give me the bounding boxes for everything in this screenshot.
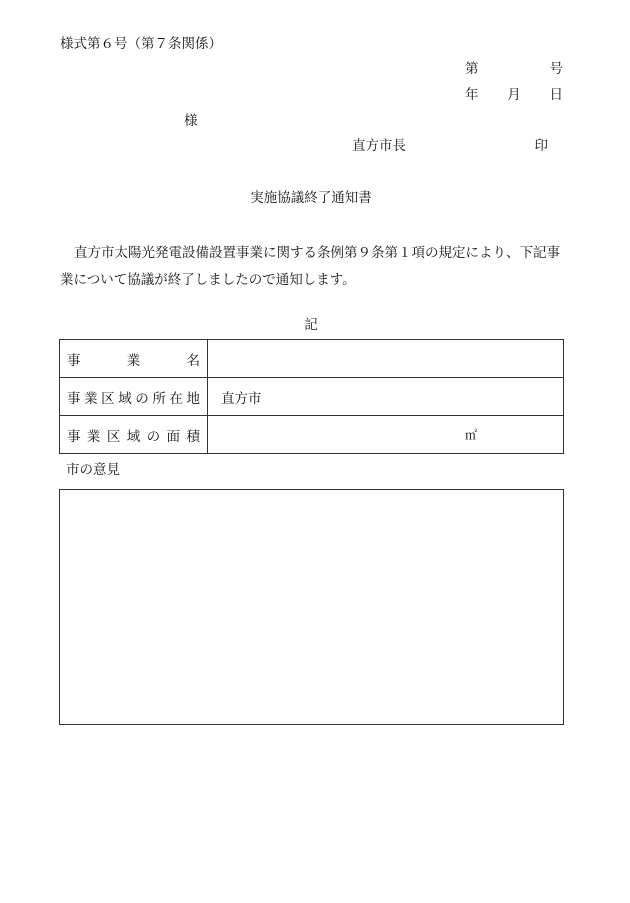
issuer-name: 直方市長 xyxy=(352,138,406,154)
area-label xyxy=(60,416,208,454)
issuer-seal: 印 xyxy=(534,138,548,154)
document-number-suffix: 号 xyxy=(549,61,563,77)
label-char: 区 xyxy=(106,428,121,445)
label-char: 域 xyxy=(118,390,132,407)
label-char: 所 xyxy=(152,390,166,407)
label-char: の xyxy=(146,428,161,445)
label-char: 地 xyxy=(186,390,200,407)
form-number: 様式第６号（第７条関係） xyxy=(60,36,222,52)
opinion-box[interactable] xyxy=(59,489,564,725)
table-row-project-name xyxy=(60,340,564,378)
details-table xyxy=(59,339,564,454)
label-char: 事 xyxy=(67,390,81,407)
document-title: 実施協議終了通知書 xyxy=(250,190,372,206)
area-unit: ㎡ xyxy=(465,428,478,442)
label-char: 業 xyxy=(126,352,141,369)
label-char: 在 xyxy=(169,390,183,407)
table-row-area xyxy=(60,416,564,454)
area-value[interactable] xyxy=(208,416,564,454)
label-char: 事 xyxy=(67,428,81,445)
date-day: 日 xyxy=(549,87,563,103)
date-year: 年 xyxy=(465,87,479,103)
project-name-value[interactable] xyxy=(208,340,564,378)
opinion-label: 市の意見 xyxy=(66,462,120,478)
label-char: 業 xyxy=(86,428,101,445)
date-month: 月 xyxy=(507,87,521,103)
table-row-location xyxy=(60,378,564,416)
label-char: 区 xyxy=(101,390,115,407)
document-number-prefix: 第 xyxy=(465,61,479,77)
addressee: 様 xyxy=(184,113,198,129)
label-char: 面 xyxy=(166,428,181,445)
location-text: 直方市 xyxy=(221,390,262,407)
issuer-line xyxy=(352,140,548,154)
label-char: の xyxy=(135,390,149,407)
location-label xyxy=(60,378,208,416)
date-line xyxy=(465,89,563,103)
document-number xyxy=(465,63,563,77)
ki-heading: 記 xyxy=(304,317,318,333)
label-char: 積 xyxy=(186,428,200,445)
label-char: 業 xyxy=(84,390,98,407)
location-value[interactable] xyxy=(208,378,564,416)
label-char: 名 xyxy=(186,352,200,369)
project-name-label xyxy=(60,340,208,378)
label-char: 域 xyxy=(126,428,141,445)
body-text: 直方市太陽光発電設備設置事業に関する条例第９条第１項の規定により、下記事業について協議が終了しましたので通知します。 xyxy=(60,245,560,288)
label-char: 事 xyxy=(67,352,81,369)
